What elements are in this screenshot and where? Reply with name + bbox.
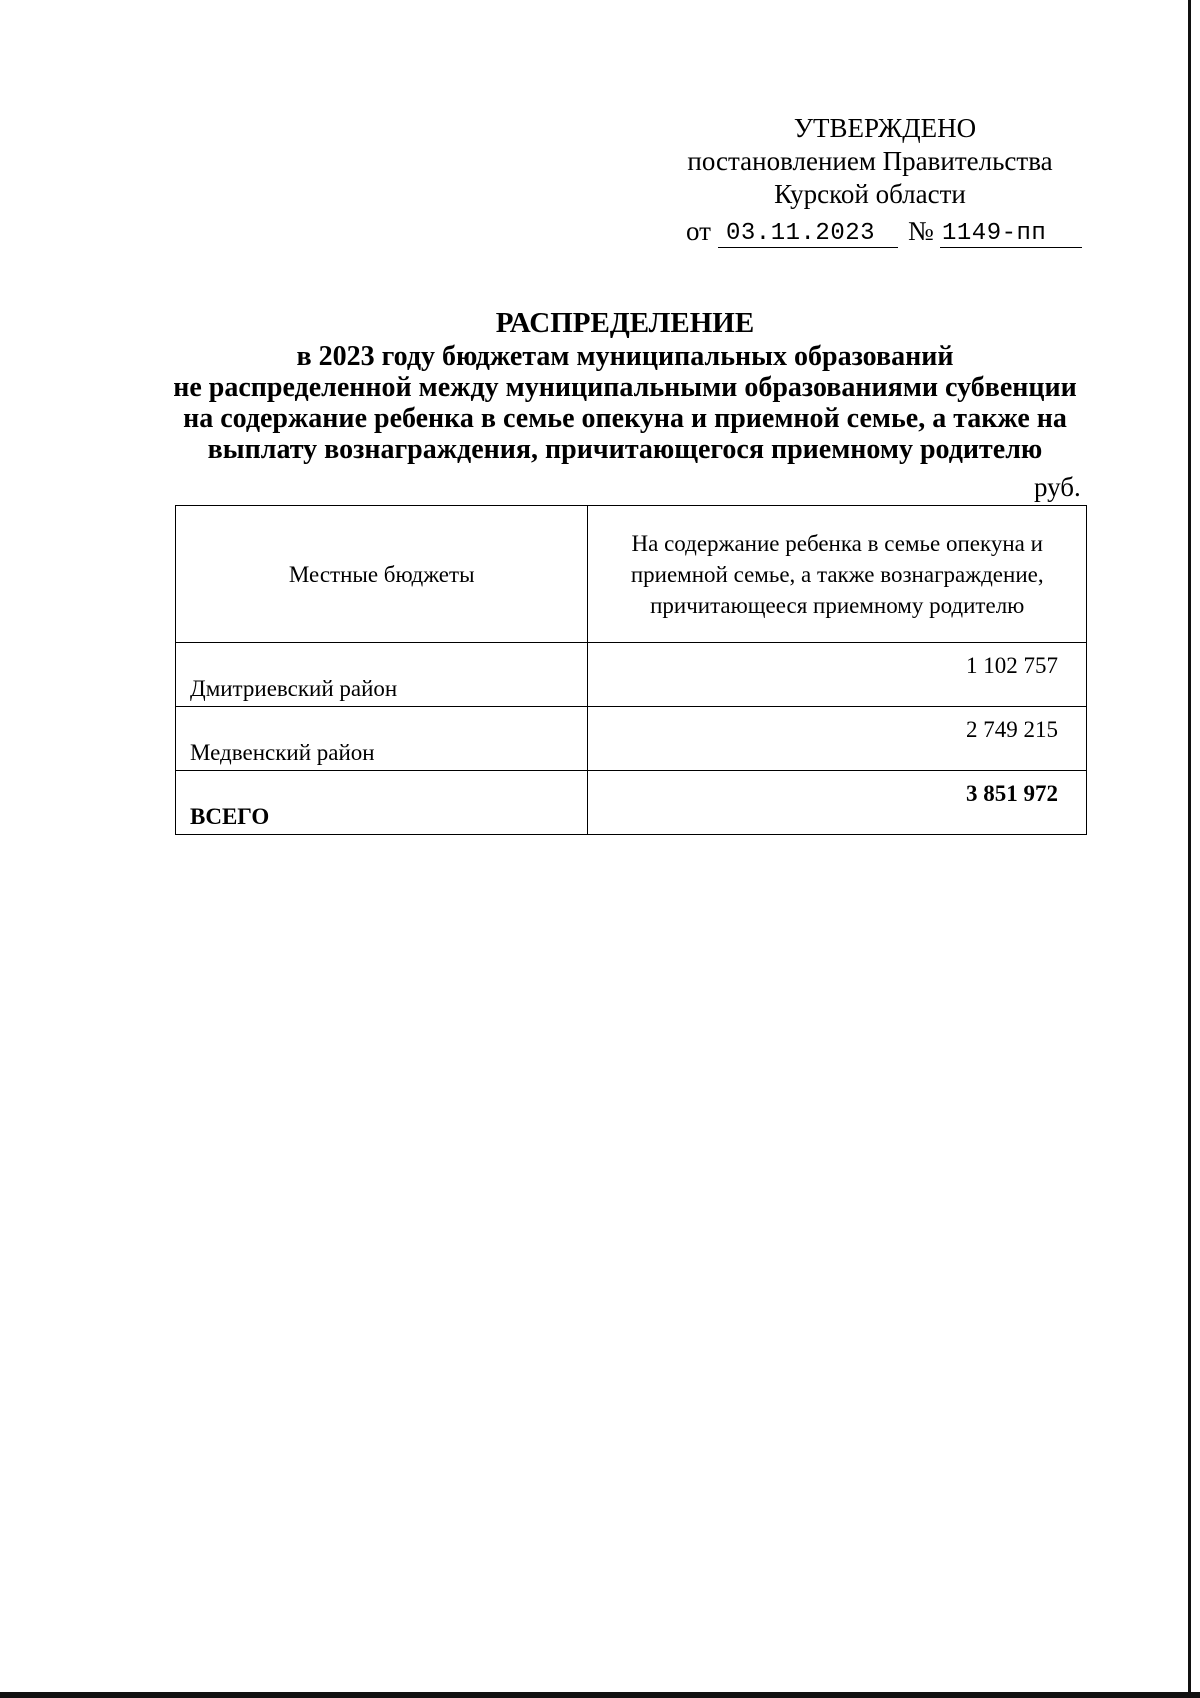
scan-edge-bottom [0, 1692, 1200, 1698]
heading-line-2: не распределенной между муниципальными образованиями субвенции [173, 372, 1077, 403]
document-heading [160, 308, 1090, 465]
approval-date-row [640, 215, 1100, 255]
row-name: Медвенский район [176, 707, 588, 771]
heading-title: РАСПРЕДЕЛЕНИЕ [495, 307, 755, 339]
approval-date: 03.11.2023 [726, 220, 876, 247]
total-label: ВСЕГО [176, 771, 588, 835]
column-header-amount: На содержание ребенка в семье опекуна и приемной семье, а также вознаграждение, причитающееся приемному родителю [588, 506, 1087, 643]
row-name: Дмитриевский район [176, 643, 588, 707]
approval-line-3: Курской области [774, 179, 966, 209]
row-value: 2 749 215 [588, 707, 1087, 771]
number-underline [940, 247, 1082, 248]
number-prefix: № [908, 216, 934, 246]
heading-line-3: на содержание ребенка в семье опекуна и приемной семье, а также на [183, 403, 1067, 434]
table-total-row [176, 771, 1087, 835]
total-value: 3 851 972 [588, 771, 1087, 835]
budget-table [175, 505, 1087, 835]
column-header-budgets: Местные бюджеты [176, 506, 588, 643]
approval-line-2: постановлением Правительства [687, 146, 1053, 176]
date-underline [718, 247, 898, 248]
approval-block [640, 112, 1100, 255]
approval-number: 1149-пп [942, 220, 1047, 247]
row-value: 1 102 757 [588, 643, 1087, 707]
currency-unit: руб. [1034, 472, 1081, 502]
table-row [176, 707, 1087, 771]
approval-title: УТВЕРЖДЕНО [793, 113, 977, 143]
table-header-row [176, 506, 1087, 643]
scan-edge-right [1188, 0, 1191, 1698]
heading-line-4: выплату вознаграждения, причитающегося приемному родителю [207, 434, 1043, 465]
table-row [176, 643, 1087, 707]
date-prefix: от [686, 216, 711, 246]
heading-line-1: в 2023 году бюджетам муниципальных образований [296, 341, 954, 372]
